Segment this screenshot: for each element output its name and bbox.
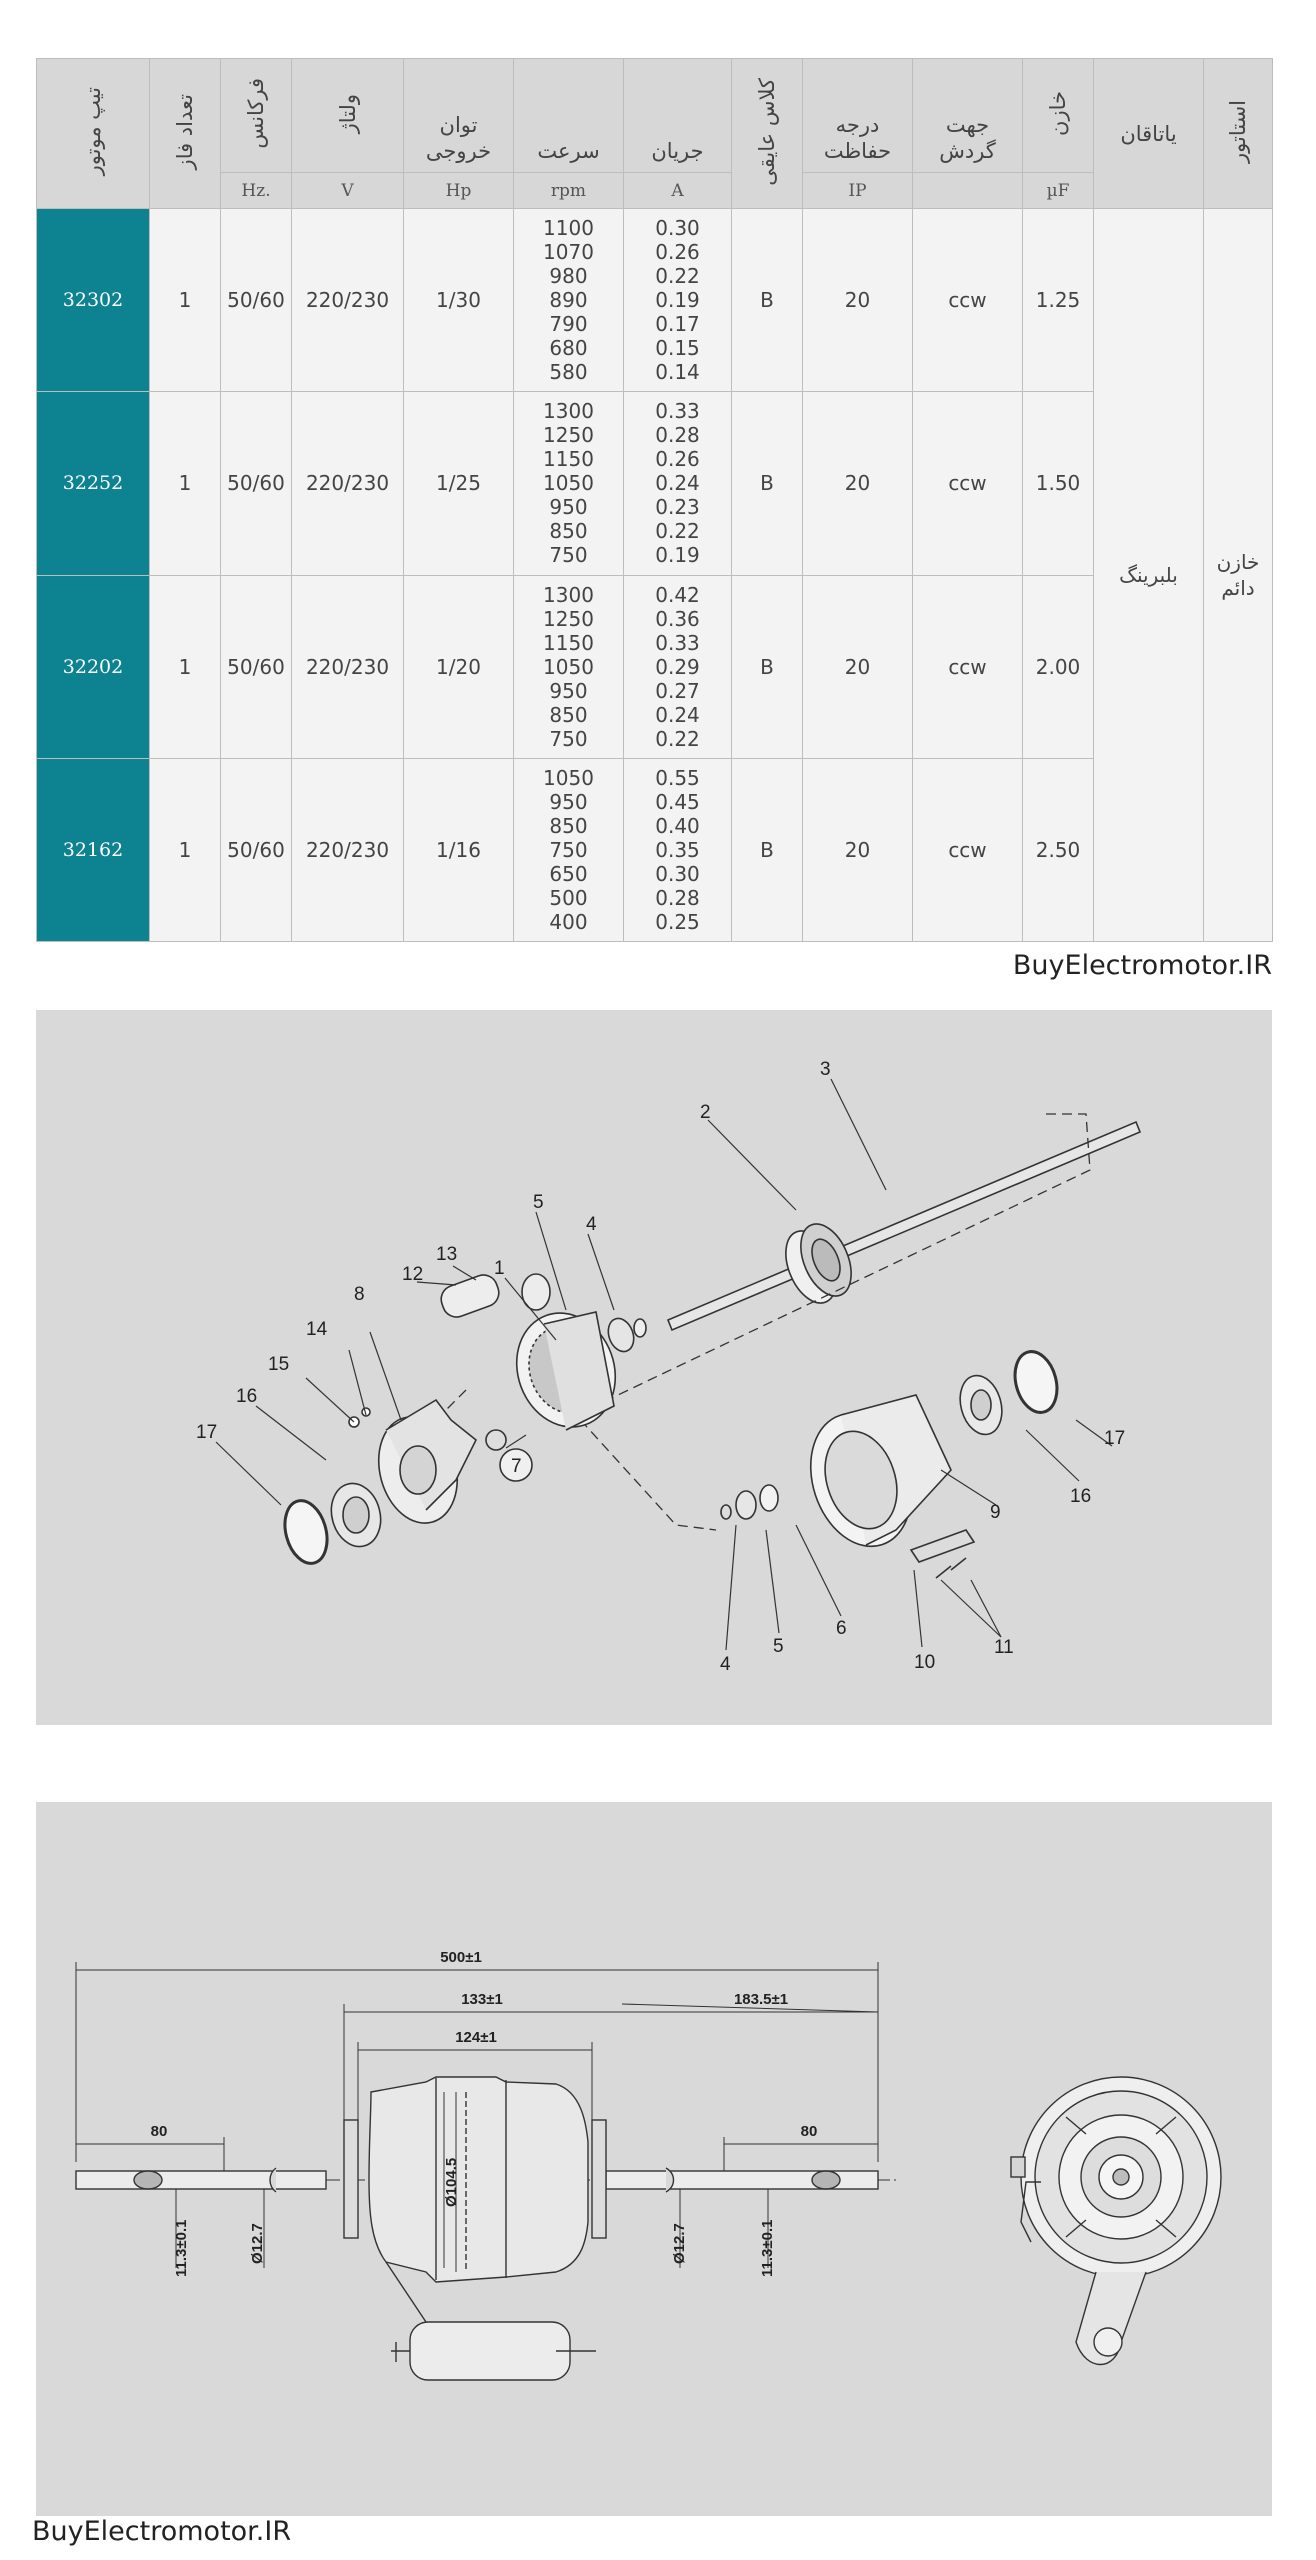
callout-17: 17 xyxy=(196,1422,218,1443)
table-row xyxy=(37,209,1273,392)
callout-6: 6 xyxy=(836,1618,847,1639)
terminal-block xyxy=(911,1530,974,1578)
unit-ip: IP xyxy=(803,173,913,209)
callout-11: 11 xyxy=(994,1637,1014,1658)
header-capacitor: خازن xyxy=(1023,59,1094,173)
insulation-cell: B xyxy=(732,758,803,941)
header-bearing: یاتاقان xyxy=(1094,59,1204,209)
frequency-cell: 50/60 xyxy=(221,392,292,575)
dimension-drawing-panel xyxy=(36,1802,1272,2516)
voltage-cell: 220/230 xyxy=(292,209,404,392)
rotor-shaft xyxy=(668,1122,1140,1330)
dim-flat-right: 11.3±0.1 xyxy=(759,2219,776,2277)
rotation-cell: ccw xyxy=(913,575,1023,758)
model-cell: 32302 xyxy=(37,209,150,392)
voltage-cell: 220/230 xyxy=(292,392,404,575)
brand-watermark: BuyElectromotor.IR xyxy=(32,2516,292,2547)
phase-cell: 1 xyxy=(150,575,221,758)
insulation-cell: B xyxy=(732,209,803,392)
frequency-cell: 50/60 xyxy=(221,758,292,941)
frequency-cell: 50/60 xyxy=(221,575,292,758)
dimension-drawing xyxy=(36,1802,1272,2516)
voltage-cell: 220/230 xyxy=(292,575,404,758)
capacitor-cell: 2.50 xyxy=(1023,758,1094,941)
callout-7: 7 xyxy=(511,1456,522,1477)
callout-16-right: 16 xyxy=(1070,1486,1092,1507)
header-current: جریان xyxy=(624,59,732,173)
motor-housing xyxy=(794,1395,951,1560)
dim-body-length: 133±1 xyxy=(461,1991,503,2008)
capacitor-cell: 1.50 xyxy=(1023,392,1094,575)
unit-row xyxy=(37,173,1273,209)
header-voltage: ولتاژ xyxy=(292,59,404,173)
table-row xyxy=(37,575,1273,758)
exploded-view-drawing xyxy=(36,1010,1272,1725)
dim-shaft-right-length: 80 xyxy=(800,2123,818,2140)
current-cell: 0.42 0.36 0.33 0.29 0.27 0.24 0.22 xyxy=(624,575,732,758)
dim-shaft-right: 183.5±1 xyxy=(733,1991,789,2008)
capacitor-cell: 1.25 xyxy=(1023,209,1094,392)
unit-speed: rpm xyxy=(514,173,624,209)
shaft-right xyxy=(606,2168,878,2192)
unit-capacitor: µF xyxy=(1023,173,1094,209)
speed-cell: 1050 950 850 750 650 500 400 xyxy=(514,758,624,941)
callout-15: 15 xyxy=(268,1354,290,1375)
callout-1: 1 xyxy=(494,1258,505,1279)
shaft-left xyxy=(76,2168,326,2192)
voltage-cell: 220/230 xyxy=(292,758,404,941)
stator-core xyxy=(501,1299,631,1441)
ip-cell: 20 xyxy=(803,575,913,758)
ip-cell: 20 xyxy=(803,209,913,392)
power-cell: 1/25 xyxy=(404,392,514,575)
current-cell: 0.33 0.28 0.26 0.24 0.23 0.22 0.19 xyxy=(624,392,732,575)
motor-end-view xyxy=(1011,2077,1221,2365)
leader-lines xyxy=(216,1079,1112,1650)
model-cell: 32202 xyxy=(37,575,150,758)
unit-voltage: V xyxy=(292,173,404,209)
dim-shaft-diameter-right: Ø12.7 xyxy=(671,2223,688,2264)
callout-4-lower: 4 xyxy=(720,1654,731,1675)
rotation-cell: ccw xyxy=(913,392,1023,575)
header-motor-type: تیپ موتور xyxy=(37,59,150,209)
ip-cell: 20 xyxy=(803,758,913,941)
phase-cell: 1 xyxy=(150,209,221,392)
exploded-view-panel xyxy=(36,1010,1272,1725)
unit-power: Hp xyxy=(404,173,514,209)
speed-cell: 1300 1250 1150 1050 950 850 750 xyxy=(514,392,624,575)
rotation-cell: ccw xyxy=(913,758,1023,941)
end-shield-left xyxy=(278,1400,506,1568)
unit-current: A xyxy=(624,173,732,209)
phase-cell: 1 xyxy=(150,758,221,941)
callout-2: 2 xyxy=(700,1102,711,1123)
power-cell: 1/16 xyxy=(404,758,514,941)
rotation-cell: ccw xyxy=(913,209,1023,392)
table-row xyxy=(37,392,1273,575)
table-row xyxy=(37,758,1273,941)
bearing-cell: بلبرینگ xyxy=(1094,209,1204,942)
header-insulation-class: کلاس عایقی xyxy=(732,59,803,209)
callout-5: 5 xyxy=(533,1192,544,1213)
callout-3: 3 xyxy=(820,1059,831,1080)
capacitor-cell: 2.00 xyxy=(1023,575,1094,758)
header-rotation-direction: جهت گردش xyxy=(913,59,1023,173)
frequency-cell: 50/60 xyxy=(221,209,292,392)
speed-cell: 1100 1070 980 890 790 680 580 xyxy=(514,209,624,392)
spec-table xyxy=(36,58,1273,942)
unit-rotation xyxy=(913,173,1023,209)
header-protection-degree: درجه حفاظت xyxy=(803,59,913,173)
callout-13: 13 xyxy=(436,1244,458,1265)
capacitor-side xyxy=(386,2262,596,2380)
header-stator: استاتور xyxy=(1204,59,1273,209)
ip-cell: 20 xyxy=(803,392,913,575)
model-cell: 32252 xyxy=(37,392,150,575)
callout-14: 14 xyxy=(306,1319,328,1340)
callout-10: 10 xyxy=(914,1652,936,1673)
header-output-power: توان خروجی xyxy=(404,59,514,173)
insulation-cell: B xyxy=(732,575,803,758)
callout-labels xyxy=(196,1059,1125,1675)
current-cell: 0.30 0.26 0.22 0.19 0.17 0.15 0.14 xyxy=(624,209,732,392)
callout-17-right: 17 xyxy=(1104,1428,1126,1449)
dim-flat-left: 11.3±0.1 xyxy=(173,2219,190,2277)
dim-body-diameter: Ø104.5 xyxy=(443,2157,460,2207)
callout-4: 4 xyxy=(586,1214,597,1235)
header-phase-count: تعداد فاز xyxy=(150,59,221,209)
motor-body-side xyxy=(344,2077,606,2282)
callout-12: 12 xyxy=(402,1264,424,1285)
callout-16: 16 xyxy=(236,1386,258,1407)
dim-shaft-left-length: 80 xyxy=(150,2123,168,2140)
power-cell: 1/20 xyxy=(404,575,514,758)
dim-core-length: 124±1 xyxy=(455,2029,497,2046)
insulation-cell: B xyxy=(732,392,803,575)
brand-watermark: BuyElectromotor.IR xyxy=(1012,950,1272,981)
dim-shaft-diameter-left: Ø12.7 xyxy=(249,2223,266,2264)
header-frequency: فرکانس xyxy=(221,59,292,173)
dim-overall-length: 500±1 xyxy=(440,1949,482,1966)
callout-5-lower: 5 xyxy=(773,1636,784,1657)
speed-cell: 1300 1250 1150 1050 950 850 750 xyxy=(514,575,624,758)
model-cell: 32162 xyxy=(37,758,150,941)
header-speed: سرعت xyxy=(514,59,624,173)
stator-cell: خازن دائم xyxy=(1204,209,1273,942)
phase-cell: 1 xyxy=(150,392,221,575)
callout-8: 8 xyxy=(354,1284,365,1305)
unit-frequency: Hz. xyxy=(221,173,292,209)
callout-9: 9 xyxy=(990,1502,1001,1523)
power-cell: 1/30 xyxy=(404,209,514,392)
header-row xyxy=(37,59,1273,173)
current-cell: 0.55 0.45 0.40 0.35 0.30 0.28 0.25 xyxy=(624,758,732,941)
